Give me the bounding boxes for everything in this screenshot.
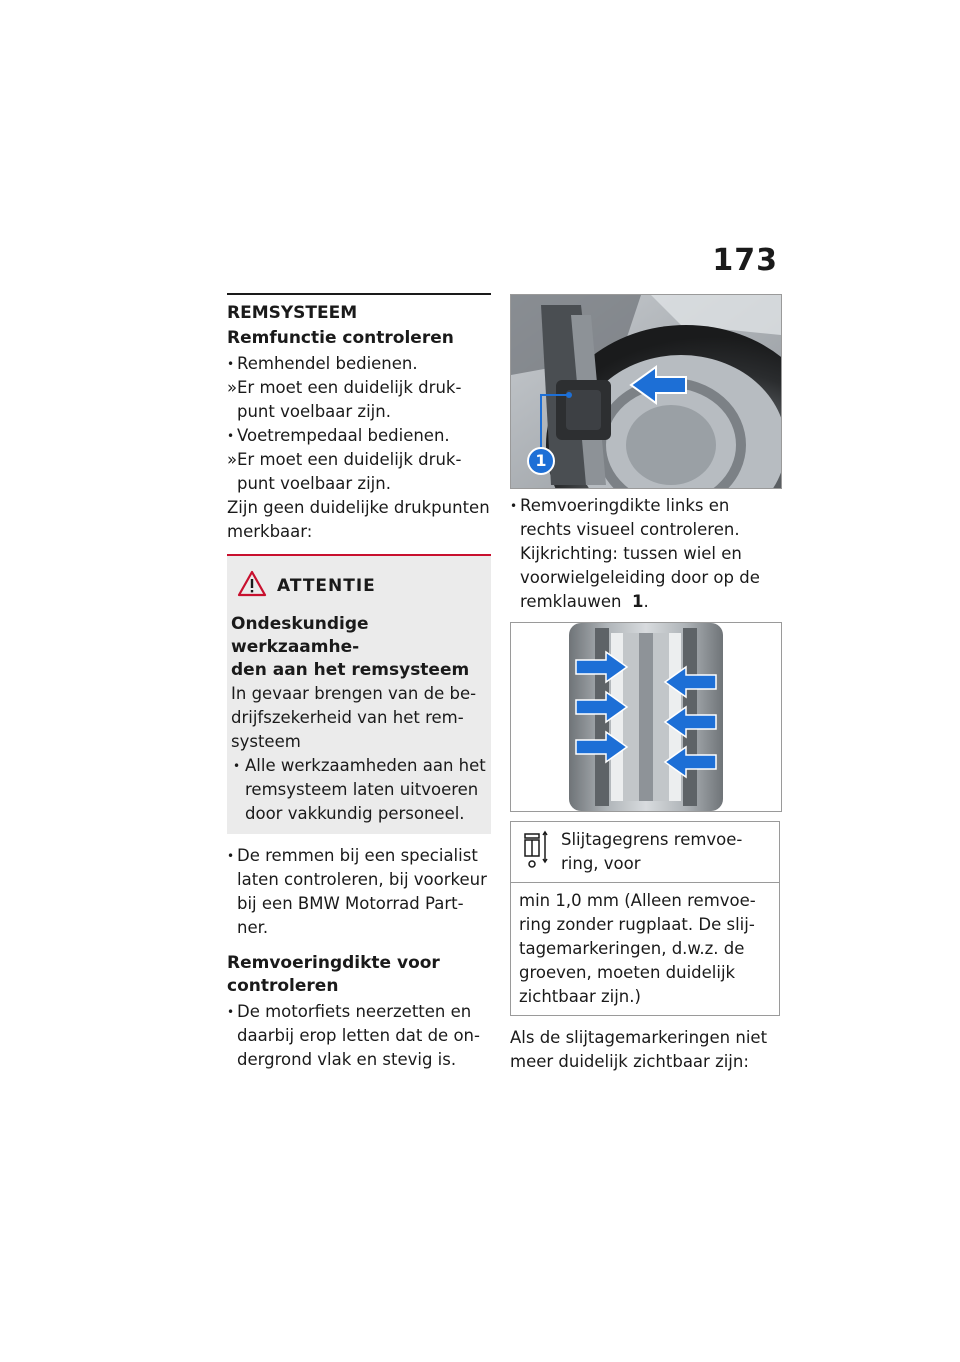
steps-brake-function — [227, 352, 491, 496]
bullet-marker: • — [227, 849, 235, 863]
list-item: » Er moet een duidelijk druk- punt voelbaar zijn. — [227, 378, 462, 421]
step-inspect-lining: • Remvoeringdikte links en rechts visueel controleren. Kijkrichting: tussen wiel en voorwielgeleiding door op de remklauwen 1. — [510, 496, 760, 611]
right-column — [510, 294, 780, 1074]
front-wheel-photo — [510, 294, 782, 489]
paragraph-wear-marks: Als de slijtagemarkeringen niet meer duidelijk zichtbaar zijn: — [510, 1028, 768, 1071]
warning-heading: Ondeskundige werkzaamhe- den aan het remsysteem — [231, 614, 470, 680]
warning-text: In gevaar brengen van de be- drijfszekerheid van het rem- systeem — [231, 684, 477, 751]
list-item: » Er moet een duidelijk druk- punt voelbaar zijn. — [227, 450, 462, 493]
bullet-marker: • — [227, 429, 235, 443]
section-rule — [227, 293, 491, 295]
brake-pad-wear-icon — [521, 828, 551, 876]
bullet-marker: • — [233, 759, 241, 773]
warning-bullet: • Alle werkzaamheden aan het remsysteem laten uitvoeren door vakkundig personeel. — [233, 756, 486, 823]
left-column — [227, 293, 491, 1072]
list-item: • Voetrempedaal bedienen. — [227, 424, 491, 448]
wear-limit-title: Slijtagegrens remvoe- ring, voor — [561, 830, 743, 873]
callout-number: 1 — [535, 451, 547, 470]
brake-pads-photo — [510, 622, 782, 812]
result-marker: » — [227, 378, 238, 397]
warning-title: ATTENTIE — [277, 575, 376, 596]
list-item: • Remhendel bedienen. — [227, 352, 491, 376]
wear-limit-value: min 1,0 mm (Alleen remvoe- ring zonder rugplaat. De slij- tagemarkeringen, d.w.z. de groeven, moeten duidelijk zichtbaar zijn.) — [519, 891, 756, 1006]
bullet-marker: • — [227, 357, 235, 371]
section-title: REMSYSTEEM — [227, 303, 358, 323]
warning-triangle-icon — [237, 570, 267, 601]
subtitle-lining-thickness: Remvoeringdikte voor controleren — [227, 953, 440, 996]
subtitle-brake-function: Remfunctie controleren — [227, 328, 454, 348]
caliper-reference: 1 — [631, 592, 644, 611]
bullet-marker: • — [510, 499, 518, 513]
wear-limit-table — [510, 821, 780, 1016]
result-marker: » — [227, 450, 238, 469]
step-park-motorcycle: • De motorfiets neerzetten en daarbij erop letten dat de on- dergrond vlak en stevig is. — [227, 1002, 480, 1069]
paragraph-no-pressure-point: Zijn geen duidelijke drukpunten merkbaar: — [227, 498, 490, 541]
step-specialist: • De remmen bij een specialist laten controleren, bij voorkeur bij een BMW Motorrad Part- ner. — [227, 846, 487, 937]
bullet-marker: • — [227, 1005, 235, 1019]
page-number: 173 — [712, 243, 778, 278]
warning-box — [227, 554, 491, 834]
